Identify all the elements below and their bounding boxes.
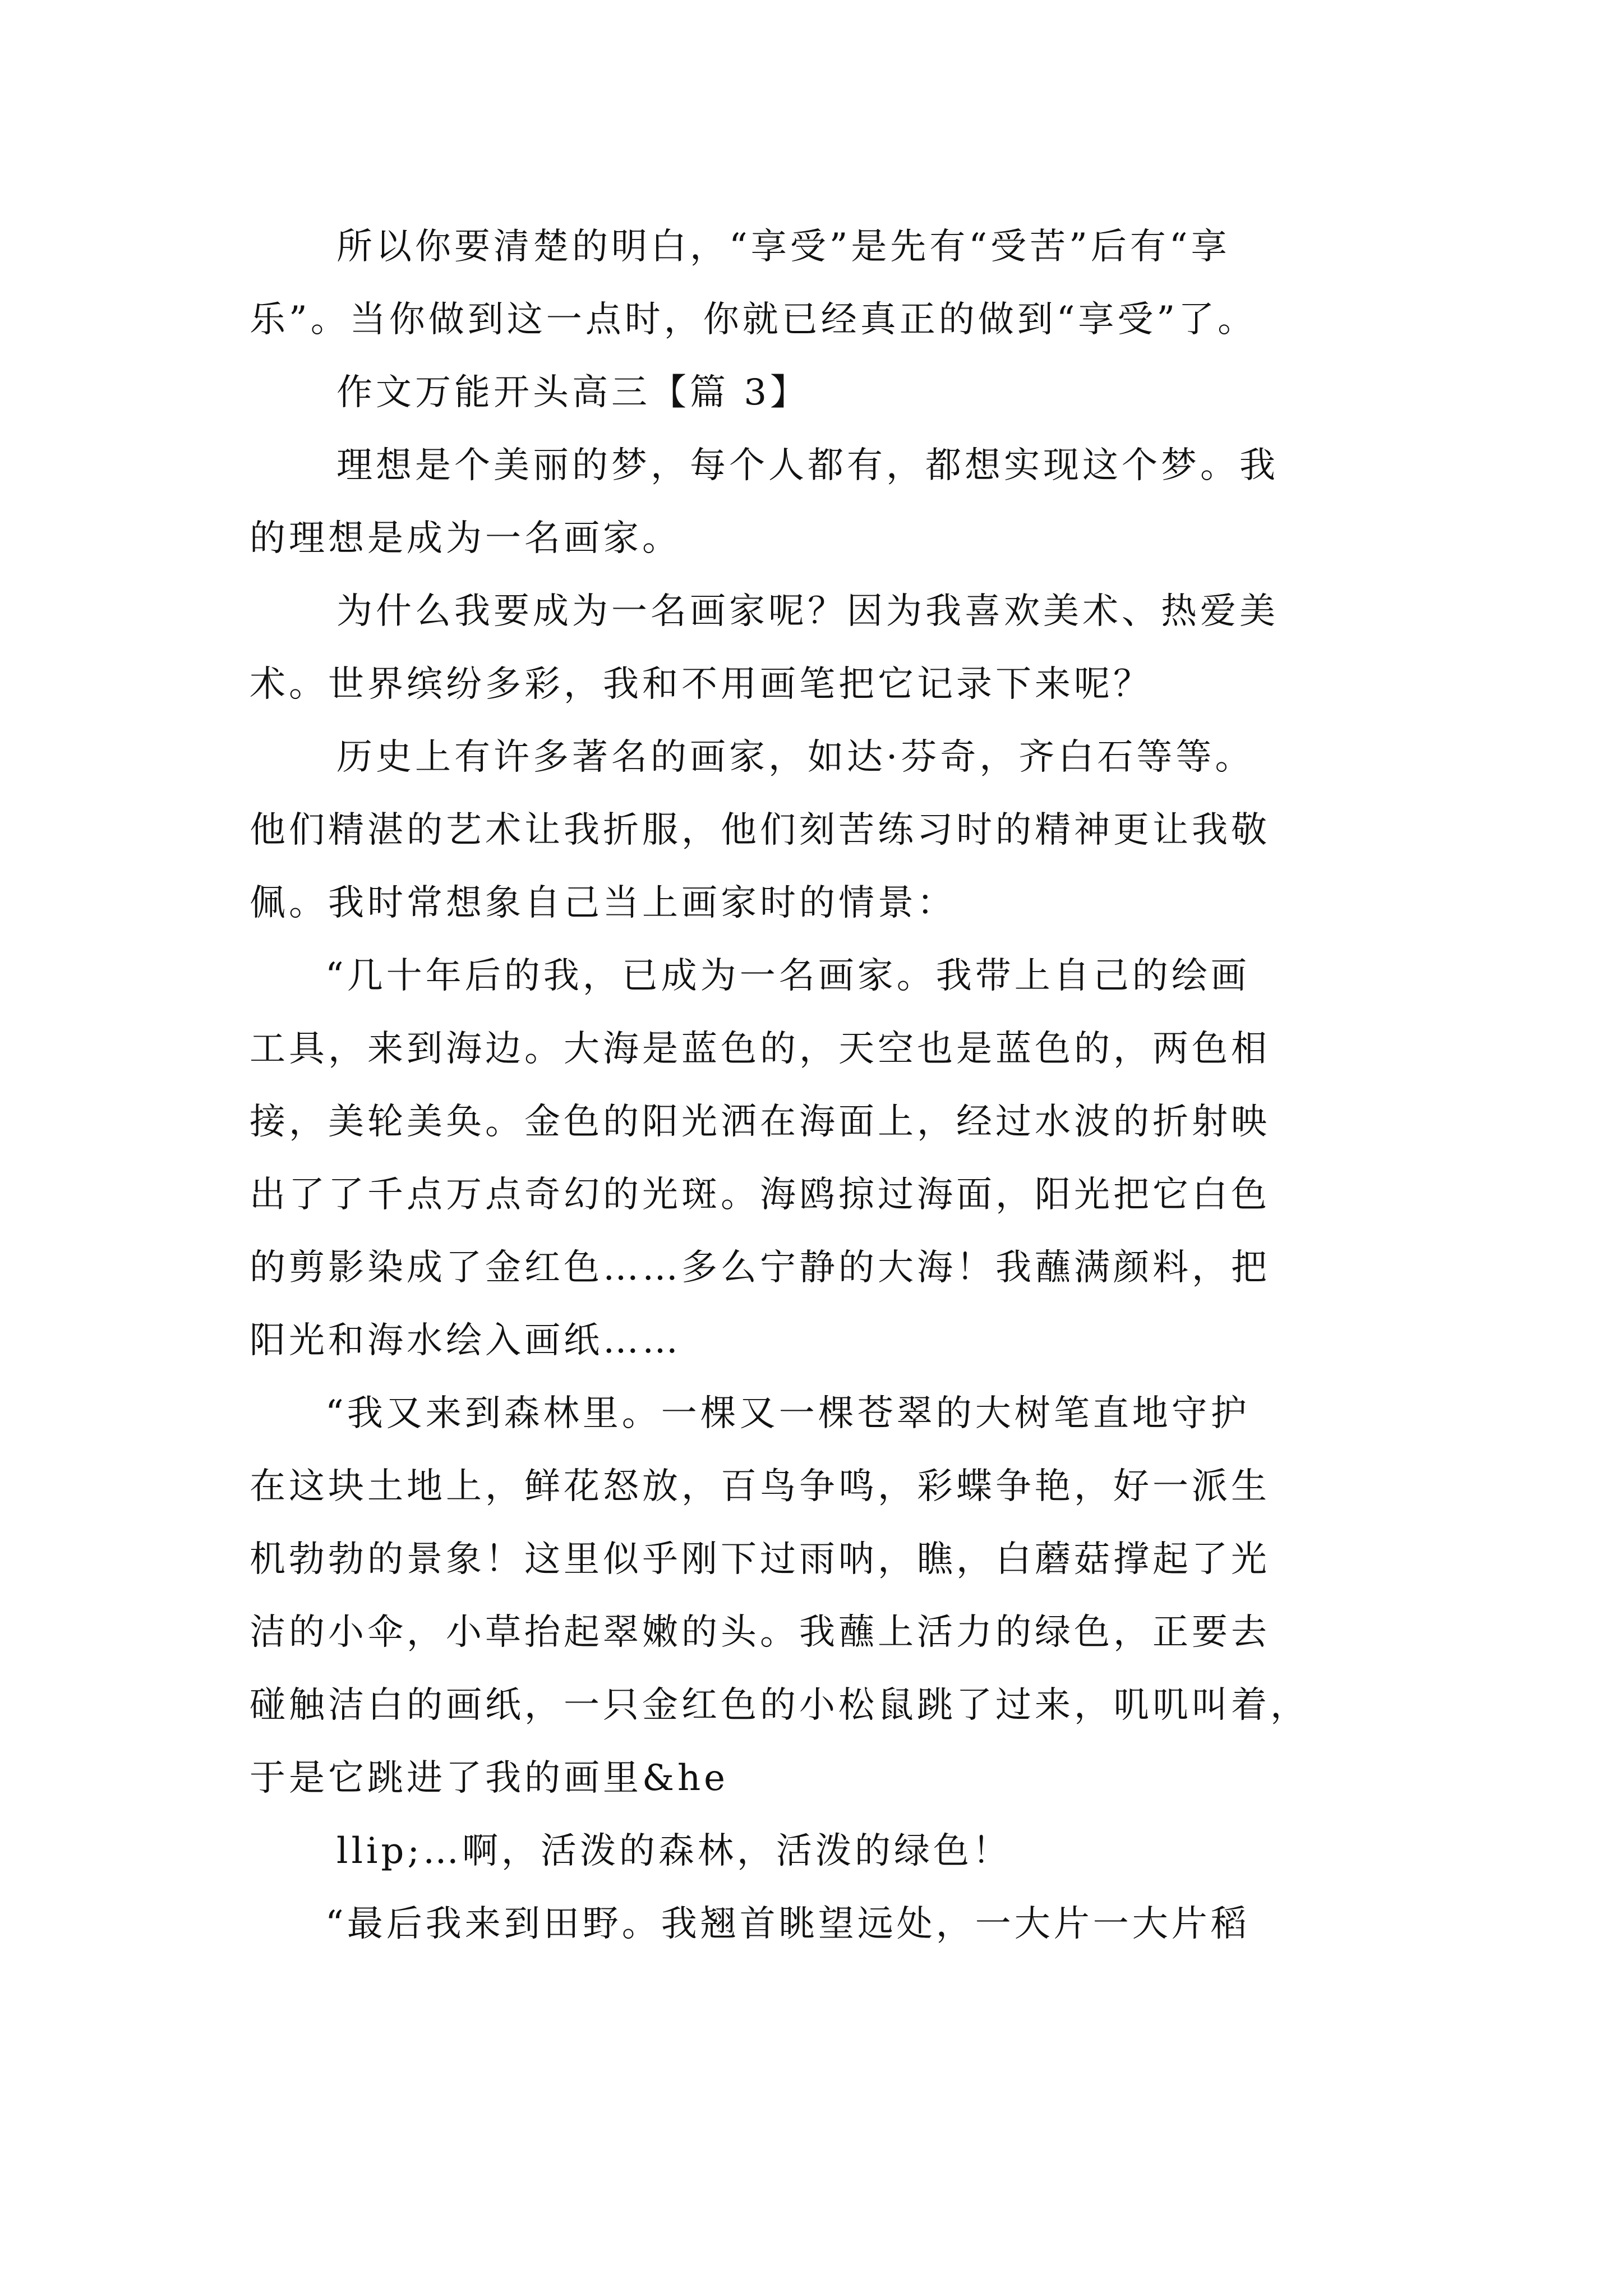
text-line: 的理想是成为一名画家。 — [250, 518, 681, 559]
text-line: llip;…啊，活泼的森林，活泼的绿色！ — [336, 1830, 1012, 1872]
text-line: 历史上有许多著名的画家，如达·芬奇，齐白石等等。 — [336, 737, 1255, 778]
text-line: 为什么我要成为一名画家呢？因为我喜欢美术、热爱美 — [336, 591, 1279, 632]
text-line: 乐”。当你做到这一点时，你就已经真正的做到“享受”了。 — [250, 299, 1257, 341]
text-line: 佩。我时常想象自己当上画家时的情景： — [250, 882, 956, 924]
text-line: 阳光和海水绘入画纸…… — [250, 1320, 681, 1361]
text-line: 在这块土地上，鲜花怒放，百鸟争鸣，彩蝶争艳，好一派生 — [250, 1466, 1270, 1507]
text-line: 接，美轮美奂。金色的阳光洒在海面上，经过水波的折射映 — [250, 1101, 1270, 1143]
text-line: 出了了千点万点奇幻的光斑。海鸥掠过海面，阳光把它白色 — [250, 1174, 1270, 1216]
section-heading: 作文万能开头高三【篇 3】 — [336, 372, 810, 413]
text-line: 术。世界缤纷多彩，我和不用画笔把它记录下来呢？ — [250, 664, 1152, 705]
text-line: 工具，来到海边。大海是蓝色的，天空也是蓝色的，两色相 — [250, 1028, 1270, 1070]
text-line: 所以你要清楚的明白，“享受”是先有“受苦”后有“享 — [336, 226, 1230, 268]
text-line: “几十年后的我，已成为一名画家。我带上自己的绘画 — [325, 955, 1250, 997]
text-line: 于是它跳进了我的画里&he — [250, 1757, 729, 1799]
text-line: “我又来到森林里。一棵又一棵苍翠的大树笔直地守护 — [325, 1393, 1250, 1434]
text-line: 机勃勃的景象！这里似乎刚下过雨呐，瞧，白蘑菇撑起了光 — [250, 1539, 1270, 1580]
text-line: 碰触洁白的画纸，一只金红色的小松鼠跳了过来，叽叽叫着， — [250, 1685, 1310, 1726]
text-line: “最后我来到田野。我翘首眺望远处，一大片一大片稻 — [325, 1903, 1250, 1945]
text-line: 理想是个美丽的梦，每个人都有，都想实现这个梦。我 — [336, 445, 1279, 486]
text-line: 的剪影染成了金红色……多么宁静的大海！我蘸满颜料，把 — [250, 1247, 1270, 1289]
text-line: 他们精湛的艺术让我折服，他们刻苦练习时的精神更让我敬 — [250, 809, 1270, 851]
text-line: 洁的小伞，小草抬起翠嫩的头。我蘸上活力的绿色，正要去 — [250, 1612, 1270, 1653]
